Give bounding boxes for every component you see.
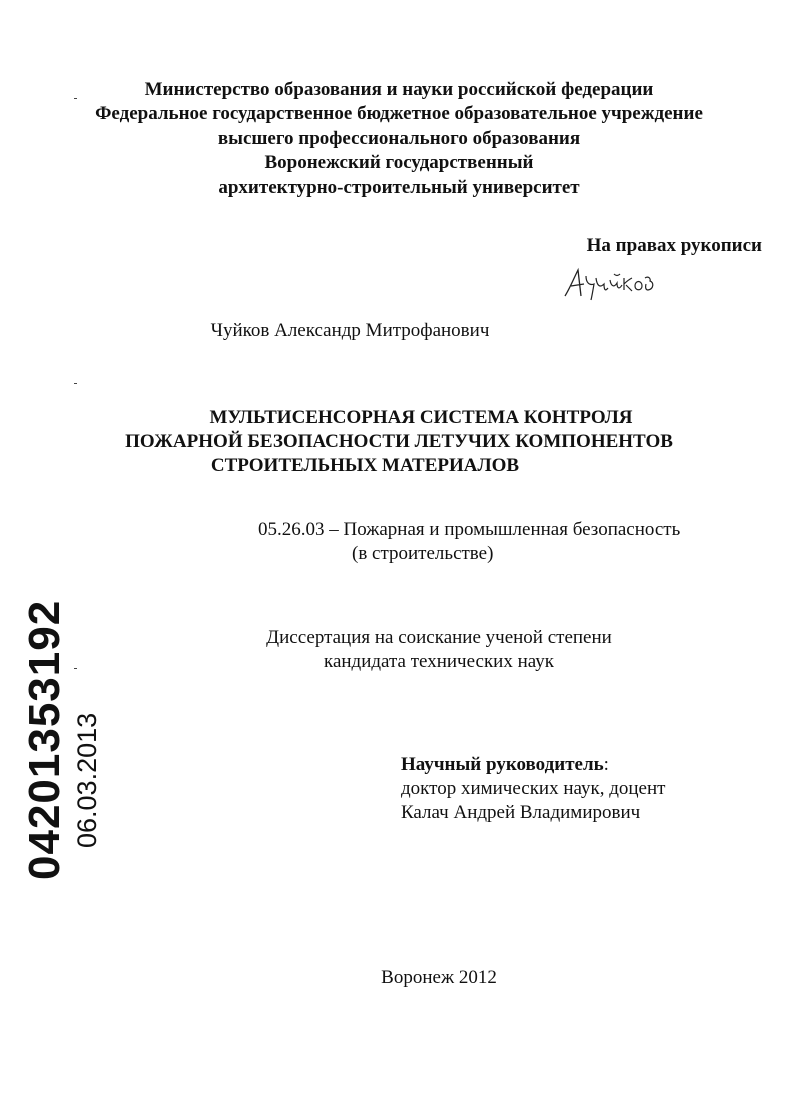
header-line-university-name: Воронежский государственный bbox=[264, 152, 534, 173]
header-line-ministry: Министерство образования и науки российской федерации bbox=[144, 79, 654, 100]
scan-artifact bbox=[74, 98, 77, 99]
supervisor-name: Калач Андрей Владимирович bbox=[401, 802, 641, 823]
degree-line-2: кандидата технических наук bbox=[324, 651, 554, 672]
supervisor-label-text: Научный руководитель bbox=[401, 754, 604, 775]
specialty-note: (в строительстве) bbox=[352, 543, 494, 564]
header-line-university-type: архитектурно-строительный университет bbox=[218, 177, 580, 198]
author-signature bbox=[562, 266, 658, 302]
city-year: Воронеж 2012 bbox=[381, 967, 497, 988]
registration-number: 04201353192 bbox=[20, 599, 69, 880]
header-line-higher-education: высшего профессионального образования bbox=[217, 128, 581, 149]
supervisor-label-colon: : bbox=[603, 754, 609, 775]
author-name: Чуйков Александр Митрофанович bbox=[210, 320, 490, 341]
registration-date: 06.03.2013 bbox=[72, 712, 102, 848]
title-line-1: МУЛЬТИСЕНСОРНАЯ СИСТЕМА КОНТРОЛЯ bbox=[209, 407, 633, 428]
degree-line-1: Диссертация на соискание ученой степени bbox=[266, 627, 612, 648]
library-registration-stamp bbox=[22, 600, 102, 880]
specialty-code: 05.26.03 – Пожарная и промышленная безопасность bbox=[258, 519, 681, 540]
manuscript-rights-note: На правах рукописи bbox=[586, 235, 762, 256]
scan-artifact bbox=[74, 383, 77, 384]
supervisor-label bbox=[401, 753, 609, 777]
title-line-3: СТРОИТЕЛЬНЫХ МАТЕРИАЛОВ bbox=[210, 455, 520, 476]
supervisor-degree: доктор химических наук, доцент bbox=[401, 778, 666, 799]
header-line-federal-institution: Федеральное государственное бюджетное образовательное учреждение bbox=[95, 103, 703, 124]
title-line-2: ПОЖАРНОЙ БЕЗОПАСНОСТИ ЛЕТУЧИХ КОМПОНЕНТОВ bbox=[125, 431, 673, 452]
